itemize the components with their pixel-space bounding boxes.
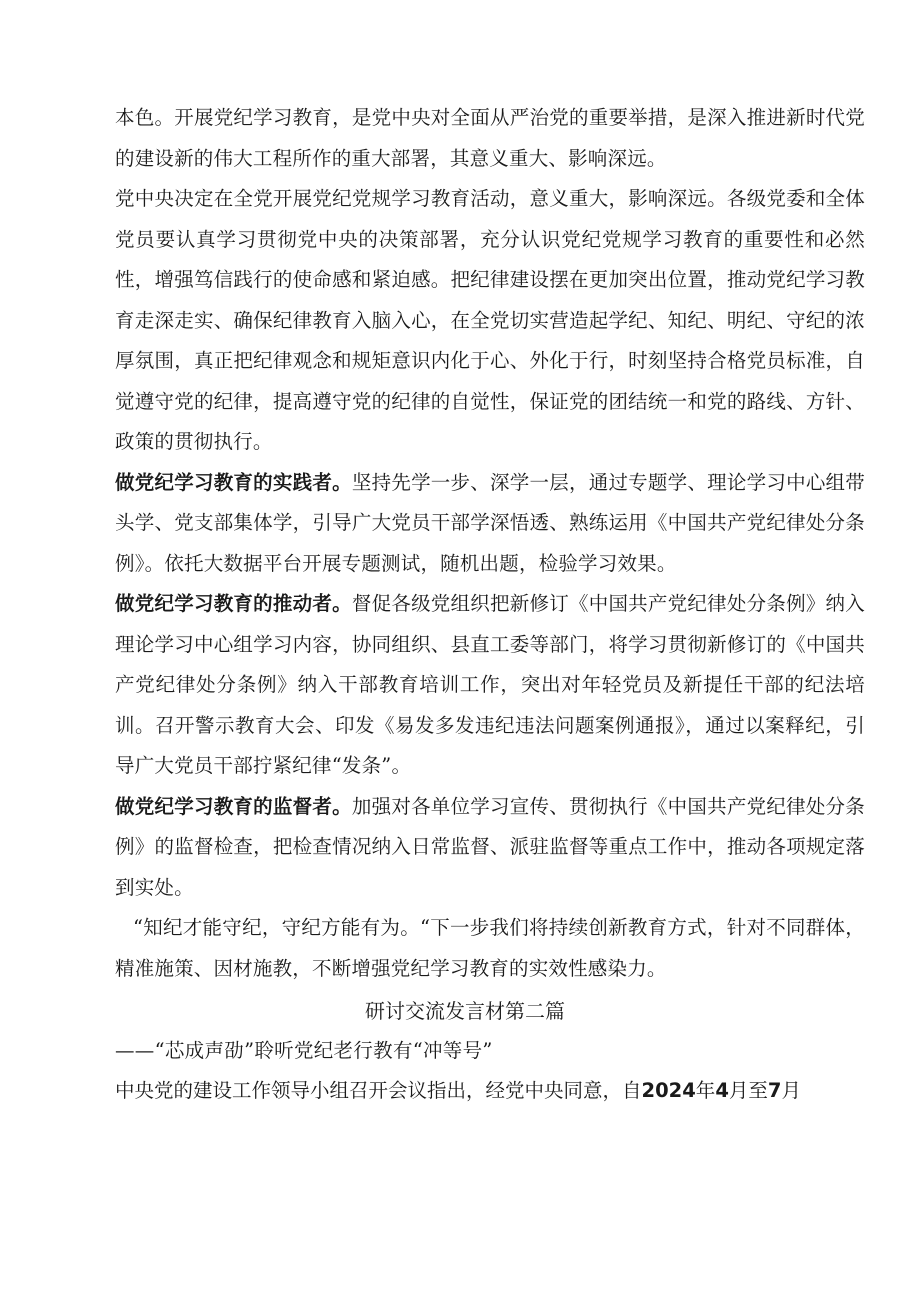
supervisor-lead: 做党纪学习教育的监督者。	[115, 794, 352, 818]
paragraph-1-text: 本色。开展党纪学习教育，是党中央对全面从严治党的重要举措，是深入推进新时代党的建设新的伟大工程所作的重大部署，其意义重大、影响深远。	[115, 106, 865, 170]
intro-month-end: 7	[767, 1079, 782, 1102]
intro-text-a: 中央党的建设工作领导小组召开会议指出，经党中央同意，自	[115, 1079, 642, 1102]
intro-text-b: 年	[695, 1079, 716, 1102]
paragraph-promoter	[115, 584, 865, 787]
quote-text: “知纪才能守纪，守纪方能有为。“下一步我们将持续创新教育方式，针对不同群体，精准施策、因材施教，不断增强党纪学习教育的实效性感染力。	[115, 916, 865, 980]
supervisor-body: 加强对各单位学习宣传、贯彻执行《中国共产党纪律处分条例》的监督检查，把检查情况纳入日常监督、派驻监督等重点工作中，推动各项规定落到实处。	[115, 794, 865, 899]
promoter-body: 督促各级党组织把新修订《中国共产党纪律处分条例》纳入理论学习中心组学习内容，协同组织、县直工委等部门，将学习贯彻新修订的《中国共产党纪律处分条例》纳入干部教育培训工作，突出对年轻党员及新提任干部的纪法培训。召开警示教育大会、印发《易发多发违纪违法问题案例通报》，通过以案释纪，引导广大党员干部拧紧纪律“发条”。	[115, 592, 865, 777]
paragraph-1	[115, 98, 865, 179]
section-subtitle: ——“芯成声劭”聆听党纪老行教有“冲等号”	[115, 1039, 493, 1062]
intro-text-c: 月至	[728, 1079, 768, 1102]
paragraph-2	[115, 179, 865, 463]
paragraph-quote	[115, 908, 865, 989]
promoter-lead: 做党纪学习教育的推动者。	[115, 592, 352, 615]
document-body	[115, 98, 865, 1111]
intro-year: 2024	[641, 1079, 696, 1102]
practitioner-body: 坚持先学一步、深学一层，通过专题学、理论学习中心组带头学、党支部集体学，引导广大党员干部学深悟透、熟练运用《中国共产党纪律处分条例》。依托大数据平台开展专题测试，随机出题，检验学习效果。	[115, 470, 865, 575]
paragraph-2-text: 党中央决定在全党开展党纪党规学习教育活动，意义重大，影响深远。各级党委和全体党员要认真学习贯彻党中央的决策部署，充分认识党纪党规学习教育的重要性和必然性，增强笃信践行的使命感和紧迫感。把纪律建设摆在更加突出位置，推动党纪学习教育走深走实、确保纪律教育入脑入心，在全党切实营造起学纪、知纪、明纪、守纪的浓厚氛围，真正把纪律观念和规矩意识内化于心、外化于行，时刻坚持合格党员标准，自觉遵守党的纪律，提高遵守党的纪律的自觉性，保证党的团结统一和党的路线、方针、政策的贯彻执行。	[115, 187, 865, 453]
paragraph-supervisor	[115, 787, 865, 909]
section-title: 研讨交流发言材第二篇	[365, 999, 565, 1023]
practitioner-lead: 做党纪学习教育的实践者。	[115, 470, 352, 494]
paragraph-intro	[115, 1071, 865, 1111]
intro-month-start: 4	[715, 1079, 729, 1102]
intro-text-d: 月	[781, 1079, 801, 1102]
paragraph-practitioner	[115, 463, 865, 585]
